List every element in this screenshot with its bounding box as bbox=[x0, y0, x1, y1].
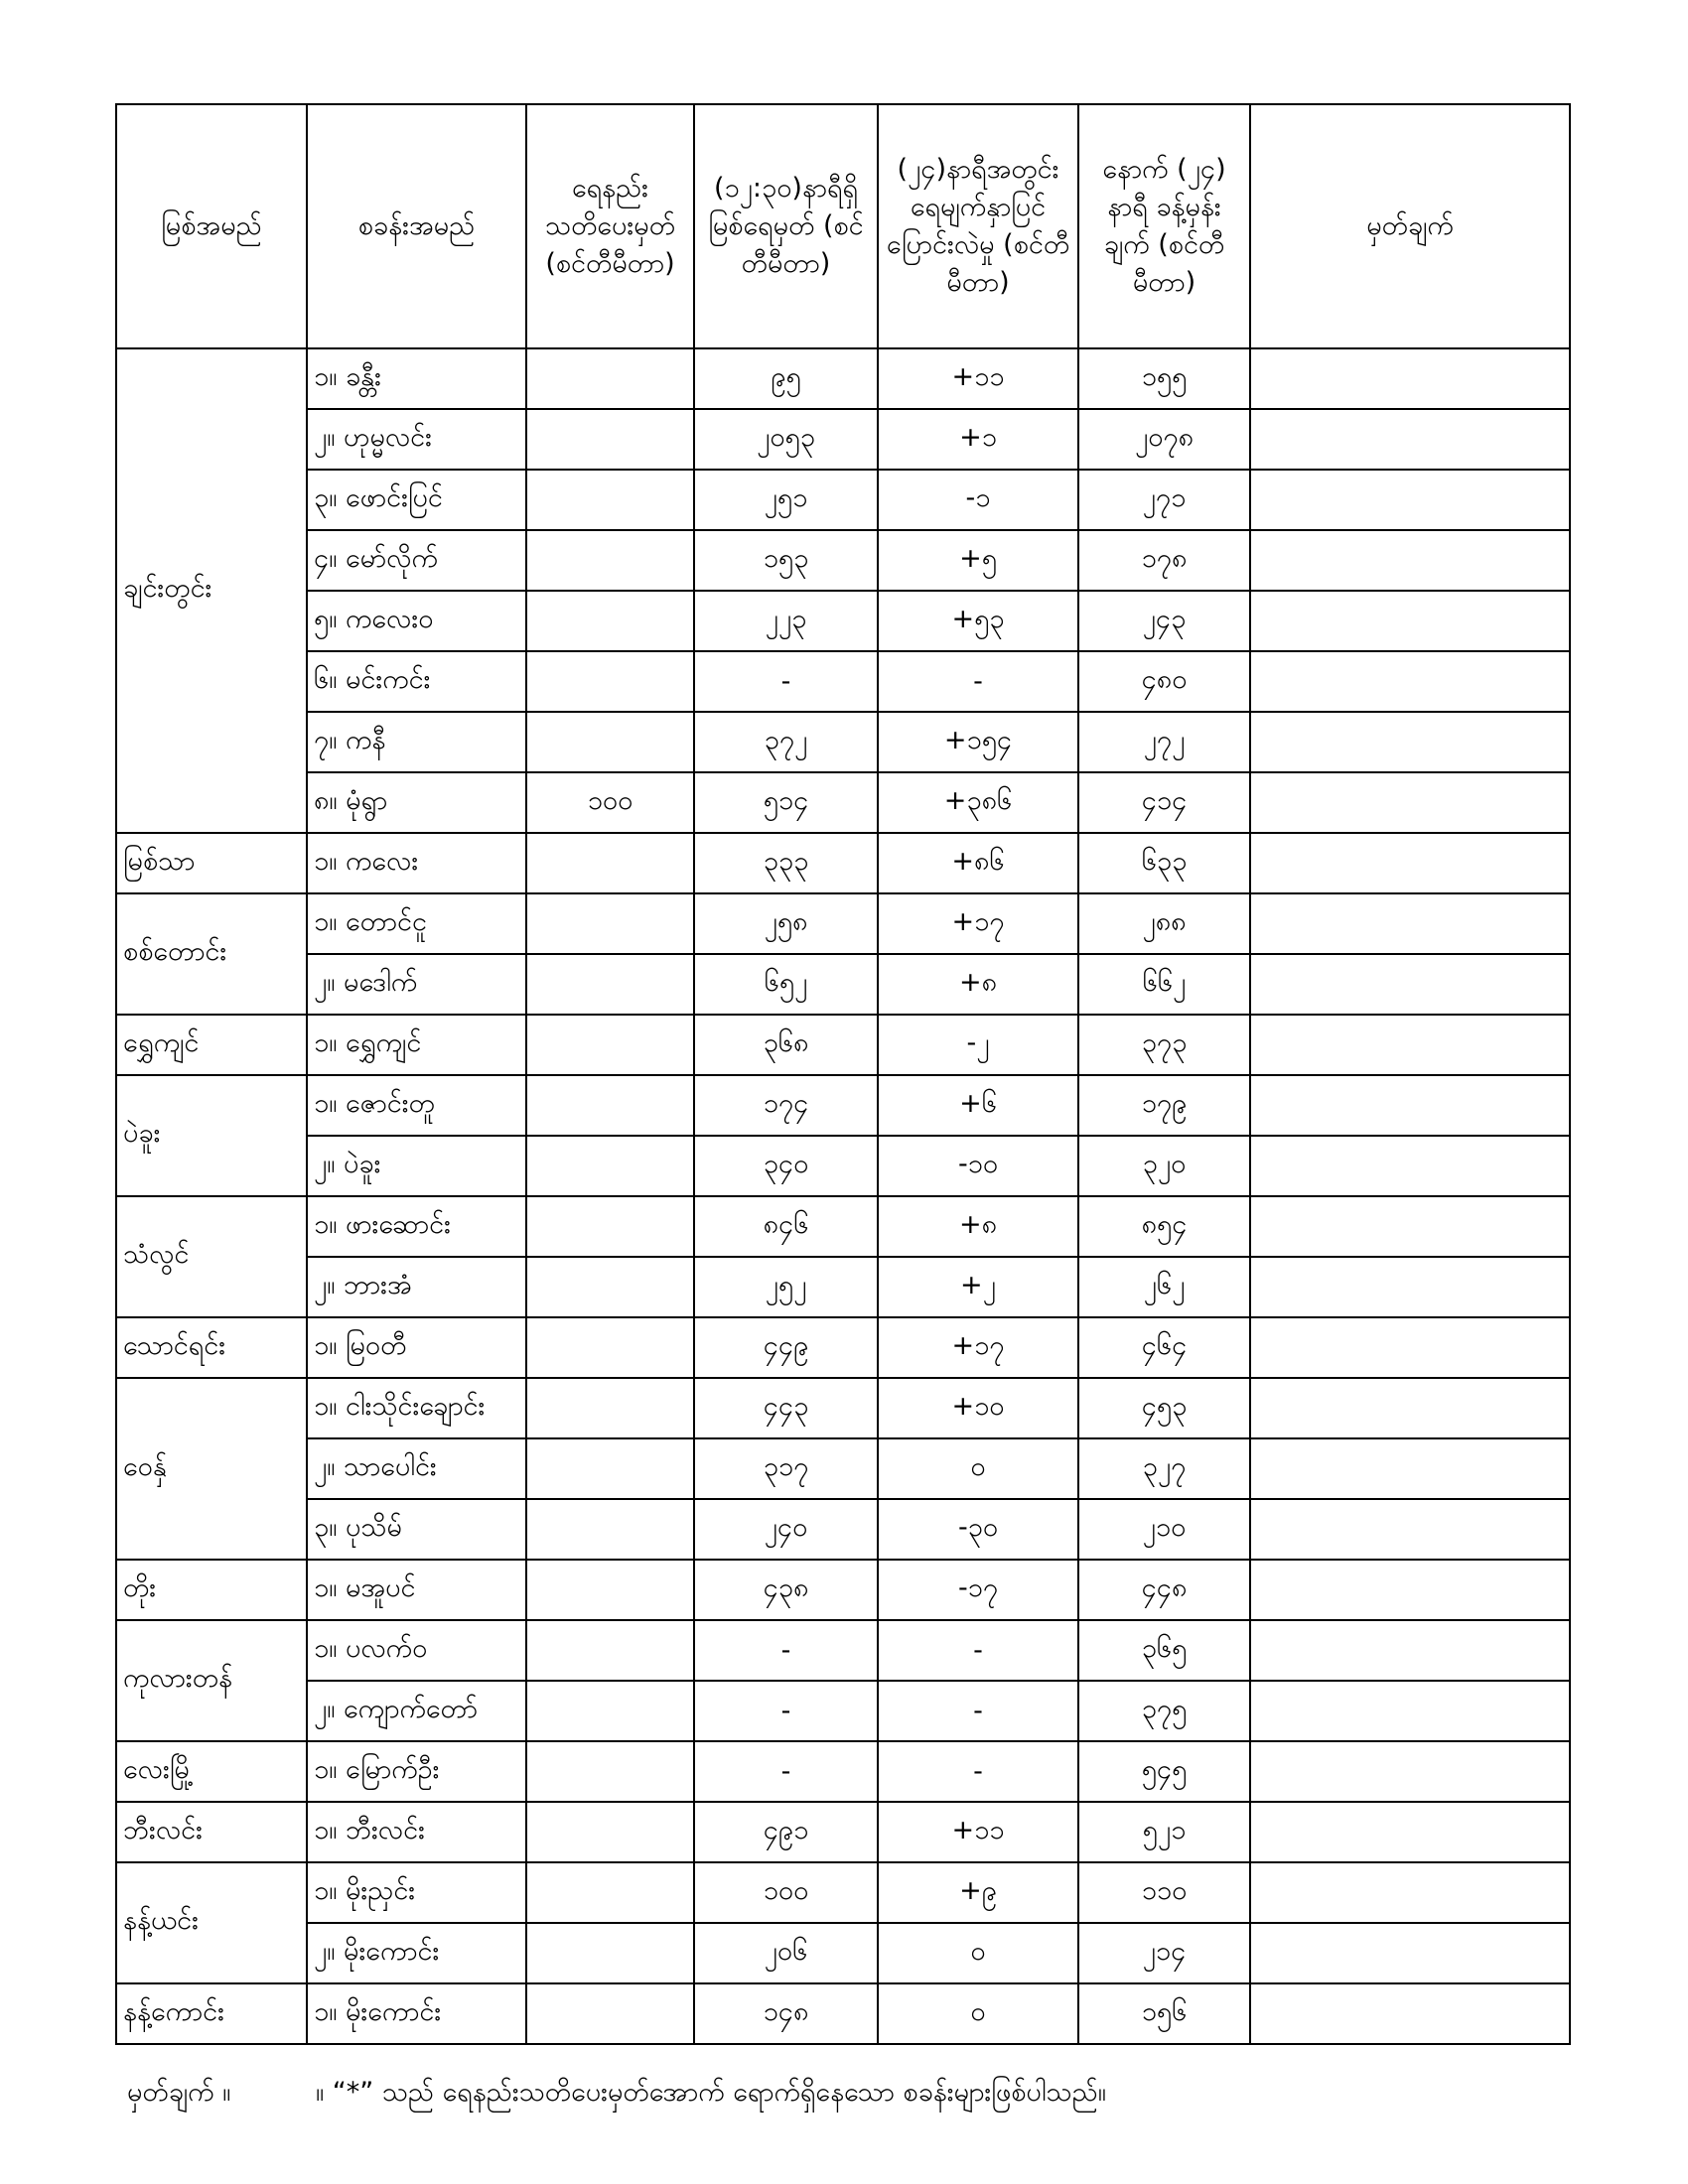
header-change-24h: (၂၄)နာရီအတွင်း ရေမျက်နှာပြင် ပြောင်းလဲမှု (စင်တီမီတာ) bbox=[878, 104, 1078, 348]
table-row bbox=[116, 893, 1570, 954]
remark-cell bbox=[1250, 1015, 1570, 1075]
station-name: ၁။ မအူပင် bbox=[307, 1560, 526, 1620]
current-level: - bbox=[694, 1620, 878, 1681]
level-change: +၈ bbox=[878, 954, 1078, 1015]
current-level: - bbox=[694, 1681, 878, 1741]
station-name: ၂။ သာပေါင်း bbox=[307, 1438, 526, 1499]
level-change: +၁ bbox=[878, 409, 1078, 470]
remark-cell bbox=[1250, 1438, 1570, 1499]
station-name: ၅။ ကလေးဝ bbox=[307, 591, 526, 651]
table-row bbox=[116, 1681, 1570, 1741]
level-change: +၁၇ bbox=[878, 1317, 1078, 1378]
header-station: စခန်းအမည် bbox=[307, 104, 526, 348]
level-change: ၀ bbox=[878, 1923, 1078, 1983]
remark-cell bbox=[1250, 1317, 1570, 1378]
danger-level bbox=[526, 1438, 694, 1499]
forecast-level: ၃၇၃ bbox=[1078, 1015, 1250, 1075]
forecast-level: ၄၄၈ bbox=[1078, 1560, 1250, 1620]
level-change: +၈၆ bbox=[878, 833, 1078, 893]
river-name: ချင်းတွင်း bbox=[116, 348, 307, 833]
danger-level bbox=[526, 954, 694, 1015]
table-row bbox=[116, 1257, 1570, 1317]
remark-cell bbox=[1250, 712, 1570, 772]
remark-cell bbox=[1250, 1136, 1570, 1196]
danger-level bbox=[526, 591, 694, 651]
river-name: လေးမြို့ bbox=[116, 1741, 307, 1802]
current-level: ၁၅၃ bbox=[694, 530, 878, 591]
table-row bbox=[116, 1802, 1570, 1862]
level-change: -၂ bbox=[878, 1015, 1078, 1075]
danger-level bbox=[526, 1075, 694, 1136]
station-name: ၁။ ခန္တီး bbox=[307, 348, 526, 409]
table-row bbox=[116, 1378, 1570, 1438]
remark-cell bbox=[1250, 893, 1570, 954]
danger-level bbox=[526, 651, 694, 712]
danger-level bbox=[526, 1681, 694, 1741]
danger-level bbox=[526, 409, 694, 470]
remark-cell bbox=[1250, 1802, 1570, 1862]
forecast-level: ၁၁၀ bbox=[1078, 1862, 1250, 1923]
remark-cell bbox=[1250, 1075, 1570, 1136]
table-row bbox=[116, 954, 1570, 1015]
forecast-level: ၆၆၂ bbox=[1078, 954, 1250, 1015]
remark-cell bbox=[1250, 1741, 1570, 1802]
river-name: မြစ်သာ bbox=[116, 833, 307, 893]
river-name: နန့်ယင်း bbox=[116, 1862, 307, 1983]
table-row bbox=[116, 530, 1570, 591]
station-name: ၂။ မိုးကောင်း bbox=[307, 1923, 526, 1983]
table-row bbox=[116, 1015, 1570, 1075]
forecast-level: ၃၆၅ bbox=[1078, 1620, 1250, 1681]
current-level: ၄၉၁ bbox=[694, 1802, 878, 1862]
water-level-table bbox=[115, 103, 1571, 2045]
forecast-level: ၂၁၀ bbox=[1078, 1499, 1250, 1560]
forecast-level: ၃၂၇ bbox=[1078, 1438, 1250, 1499]
current-level: ၄၃၈ bbox=[694, 1560, 878, 1620]
remark-cell bbox=[1250, 1620, 1570, 1681]
danger-level bbox=[526, 1862, 694, 1923]
station-name: ၁။ မိုးညှင်း bbox=[307, 1862, 526, 1923]
station-name: ၁။ ဇောင်းတူ bbox=[307, 1075, 526, 1136]
station-name: ၁။ မြောက်ဦး bbox=[307, 1741, 526, 1802]
table-row bbox=[116, 1560, 1570, 1620]
danger-level bbox=[526, 893, 694, 954]
header-forecast-24h: နောက် (၂၄) နာရီ ခန့်မှန်းချက် (စင်တီမီတာ) bbox=[1078, 104, 1250, 348]
station-name: ၁။ ကလေး bbox=[307, 833, 526, 893]
danger-level bbox=[526, 1136, 694, 1196]
table-row bbox=[116, 1499, 1570, 1560]
current-level: ၂၄၀ bbox=[694, 1499, 878, 1560]
table-row bbox=[116, 772, 1570, 833]
table-row bbox=[116, 1923, 1570, 1983]
danger-level bbox=[526, 1741, 694, 1802]
station-name: ၄။ မော်လိုက် bbox=[307, 530, 526, 591]
forecast-level: ၄၈၀ bbox=[1078, 651, 1250, 712]
current-level: ၂၀၆ bbox=[694, 1923, 878, 1983]
danger-level bbox=[526, 470, 694, 530]
river-name: ဘီးလင်း bbox=[116, 1802, 307, 1862]
remark-cell bbox=[1250, 470, 1570, 530]
remark-cell bbox=[1250, 409, 1570, 470]
remark-cell bbox=[1250, 1499, 1570, 1560]
current-level: ၃၆၈ bbox=[694, 1015, 878, 1075]
forecast-level: ၄၅၃ bbox=[1078, 1378, 1250, 1438]
forecast-level: ၁၇၉ bbox=[1078, 1075, 1250, 1136]
forecast-level: ၁၅၅ bbox=[1078, 348, 1250, 409]
station-name: ၁။ ငါးသိုင်းချောင်း bbox=[307, 1378, 526, 1438]
level-change: - bbox=[878, 1681, 1078, 1741]
forecast-level: ၂၈၈ bbox=[1078, 893, 1250, 954]
header-river: မြစ်အမည် bbox=[116, 104, 307, 348]
forecast-level: ၄၆၄ bbox=[1078, 1317, 1250, 1378]
remark-cell bbox=[1250, 1983, 1570, 2044]
river-name: ပဲခူး bbox=[116, 1075, 307, 1196]
danger-level bbox=[526, 1196, 694, 1257]
forecast-level: ၄၁၄ bbox=[1078, 772, 1250, 833]
level-change: - bbox=[878, 651, 1078, 712]
forecast-level: ၂၆၂ bbox=[1078, 1257, 1250, 1317]
station-name: ၁။ ရွှေကျင် bbox=[307, 1015, 526, 1075]
current-level: ၂၅၈ bbox=[694, 893, 878, 954]
station-name: ၃။ ပုသိမ် bbox=[307, 1499, 526, 1560]
level-change: +၂ bbox=[878, 1257, 1078, 1317]
table-body bbox=[116, 348, 1570, 2044]
river-name: ဝေနှ် bbox=[116, 1378, 307, 1560]
level-change: +၅၃ bbox=[878, 591, 1078, 651]
danger-level bbox=[526, 833, 694, 893]
remark-cell bbox=[1250, 1196, 1570, 1257]
table-row bbox=[116, 651, 1570, 712]
station-name: ၂။ မဒေါက် bbox=[307, 954, 526, 1015]
level-change: +၁၁ bbox=[878, 1802, 1078, 1862]
table-row bbox=[116, 1983, 1570, 2044]
table-row bbox=[116, 1862, 1570, 1923]
danger-level bbox=[526, 1560, 694, 1620]
forecast-level: ၂၁၄ bbox=[1078, 1923, 1250, 1983]
remark-cell bbox=[1250, 1378, 1570, 1438]
remark-cell bbox=[1250, 591, 1570, 651]
forecast-level: ၃၂၀ bbox=[1078, 1136, 1250, 1196]
level-change: - bbox=[878, 1741, 1078, 1802]
forecast-level: ၂၄၃ bbox=[1078, 591, 1250, 651]
danger-level bbox=[526, 1983, 694, 2044]
river-name: သံလွင် bbox=[116, 1196, 307, 1317]
danger-level bbox=[526, 712, 694, 772]
forecast-level: ၁၅၆ bbox=[1078, 1983, 1250, 2044]
remark-cell bbox=[1250, 1862, 1570, 1923]
danger-level: ၁၀၀ bbox=[526, 772, 694, 833]
current-level: ၃၇၂ bbox=[694, 712, 878, 772]
table-row bbox=[116, 833, 1570, 893]
danger-level bbox=[526, 1499, 694, 1560]
level-change: -၁ bbox=[878, 470, 1078, 530]
table-row bbox=[116, 409, 1570, 470]
header-current-level: (၁၂:၃၀)နာရီရှိ မြစ်ရေမှတ် (စင်တီမီတာ) bbox=[694, 104, 878, 348]
table-row bbox=[116, 470, 1570, 530]
danger-level bbox=[526, 348, 694, 409]
table-row bbox=[116, 1317, 1570, 1378]
current-level: ၁၄၈ bbox=[694, 1983, 878, 2044]
current-level: ၃၄၀ bbox=[694, 1136, 878, 1196]
header-remarks: မှတ်ချက် bbox=[1250, 104, 1570, 348]
danger-level bbox=[526, 1317, 694, 1378]
remark-cell bbox=[1250, 530, 1570, 591]
current-level: ၂၂၃ bbox=[694, 591, 878, 651]
table-row bbox=[116, 712, 1570, 772]
station-name: ၂။ ဘားအံ bbox=[307, 1257, 526, 1317]
current-level: ၂၀၅၃ bbox=[694, 409, 878, 470]
level-change: -၁၇ bbox=[878, 1560, 1078, 1620]
level-change: ၀ bbox=[878, 1983, 1078, 2044]
danger-level bbox=[526, 1923, 694, 1983]
forecast-level: ၅၂၁ bbox=[1078, 1802, 1250, 1862]
station-name: ၁။ မိုးကောင်း bbox=[307, 1983, 526, 2044]
current-level: ၂၅၁ bbox=[694, 470, 878, 530]
current-level: - bbox=[694, 651, 878, 712]
station-name: ၂။ ပဲခူး bbox=[307, 1136, 526, 1196]
level-change: +၅ bbox=[878, 530, 1078, 591]
danger-level bbox=[526, 530, 694, 591]
level-change: - bbox=[878, 1620, 1078, 1681]
current-level: ၂၅၂ bbox=[694, 1257, 878, 1317]
table-row bbox=[116, 1620, 1570, 1681]
table-row bbox=[116, 1741, 1570, 1802]
river-name: တိုး bbox=[116, 1560, 307, 1620]
station-name: ၁။ ဘီးလင်း bbox=[307, 1802, 526, 1862]
remark-cell bbox=[1250, 954, 1570, 1015]
remark-cell bbox=[1250, 772, 1570, 833]
danger-level bbox=[526, 1015, 694, 1075]
station-name: ၁။ ဖားဆောင်း bbox=[307, 1196, 526, 1257]
current-level: ၉၅ bbox=[694, 348, 878, 409]
current-level: ၁၇၄ bbox=[694, 1075, 878, 1136]
current-level: ၃၃၃ bbox=[694, 833, 878, 893]
station-name: ၁။ တောင်ငူ bbox=[307, 893, 526, 954]
current-level: ၅၁၄ bbox=[694, 772, 878, 833]
remark-cell bbox=[1250, 348, 1570, 409]
level-change: -၃၀ bbox=[878, 1499, 1078, 1560]
current-level: ၁၀၀ bbox=[694, 1862, 878, 1923]
current-level: ၈၄၆ bbox=[694, 1196, 878, 1257]
level-change: +၁၀ bbox=[878, 1378, 1078, 1438]
level-change: ၀ bbox=[878, 1438, 1078, 1499]
level-change: -၁၀ bbox=[878, 1136, 1078, 1196]
level-change: +၆ bbox=[878, 1075, 1078, 1136]
forecast-level: ၂၇၂ bbox=[1078, 712, 1250, 772]
table-row bbox=[116, 1196, 1570, 1257]
river-name: ရွှေကျင် bbox=[116, 1015, 307, 1075]
river-name: ကုလားတန် bbox=[116, 1620, 307, 1741]
station-name: ၇။ ကနီ bbox=[307, 712, 526, 772]
remark-cell bbox=[1250, 1681, 1570, 1741]
remark-cell bbox=[1250, 651, 1570, 712]
forecast-level: ၃၇၅ bbox=[1078, 1681, 1250, 1741]
station-name: ၈။ မုံရွာ bbox=[307, 772, 526, 833]
danger-level bbox=[526, 1378, 694, 1438]
footnote-label: မှတ်ချက် ။ bbox=[127, 2077, 231, 2108]
danger-level bbox=[526, 1802, 694, 1862]
current-level: ၃၁၇ bbox=[694, 1438, 878, 1499]
level-change: +၁၇ bbox=[878, 893, 1078, 954]
station-name: ၃။ ဖောင်းပြင် bbox=[307, 470, 526, 530]
forecast-level: ၁၇၈ bbox=[1078, 530, 1250, 591]
table-row bbox=[116, 1136, 1570, 1196]
level-change: +၈ bbox=[878, 1196, 1078, 1257]
current-level: ၄၄၉ bbox=[694, 1317, 878, 1378]
current-level: ၆၅၂ bbox=[694, 954, 878, 1015]
level-change: +၁၅၄ bbox=[878, 712, 1078, 772]
current-level: ၄၄၃ bbox=[694, 1378, 878, 1438]
remark-cell bbox=[1250, 1560, 1570, 1620]
forecast-level: ၆၃၃ bbox=[1078, 833, 1250, 893]
level-change: +၃၈၆ bbox=[878, 772, 1078, 833]
remark-cell bbox=[1250, 1923, 1570, 1983]
forecast-level: ၈၅၄ bbox=[1078, 1196, 1250, 1257]
station-name: ၁။ မြဝတီ bbox=[307, 1317, 526, 1378]
station-name: ၆။ မင်းကင်း bbox=[307, 651, 526, 712]
danger-level bbox=[526, 1620, 694, 1681]
footnote-text: ။ “*” သည် ရေနည်းသတိပေးမှတ်အောက် ရောက်ရှိနေသော စခန်းများဖြစ်ပါသည်။ bbox=[316, 2077, 1106, 2108]
forecast-level: ၂၇၁ bbox=[1078, 470, 1250, 530]
table-row bbox=[116, 1438, 1570, 1499]
header-row bbox=[116, 104, 1570, 348]
table-row bbox=[116, 591, 1570, 651]
table-row bbox=[116, 348, 1570, 409]
river-name: နန့်ကောင်း bbox=[116, 1983, 307, 2044]
danger-level bbox=[526, 1257, 694, 1317]
station-name: ၂။ ဟုမ္မလင်း bbox=[307, 409, 526, 470]
river-name: သောင်ရင်း bbox=[116, 1317, 307, 1378]
remark-cell bbox=[1250, 1257, 1570, 1317]
river-name: စစ်တောင်း bbox=[116, 893, 307, 1015]
remark-cell bbox=[1250, 833, 1570, 893]
current-level: - bbox=[694, 1741, 878, 1802]
station-name: ၂။ ကျောက်တော် bbox=[307, 1681, 526, 1741]
level-change: +၉ bbox=[878, 1862, 1078, 1923]
forecast-level: ၂၀၇၈ bbox=[1078, 409, 1250, 470]
footnote bbox=[127, 2075, 1106, 2115]
forecast-level: ၅၄၅ bbox=[1078, 1741, 1250, 1802]
level-change: +၁၁ bbox=[878, 348, 1078, 409]
table-row bbox=[116, 1075, 1570, 1136]
header-danger-level: ရေနည်း သတိပေးမှတ် (စင်တီမီတာ) bbox=[526, 104, 694, 348]
station-name: ၁။ ပလက်ဝ bbox=[307, 1620, 526, 1681]
